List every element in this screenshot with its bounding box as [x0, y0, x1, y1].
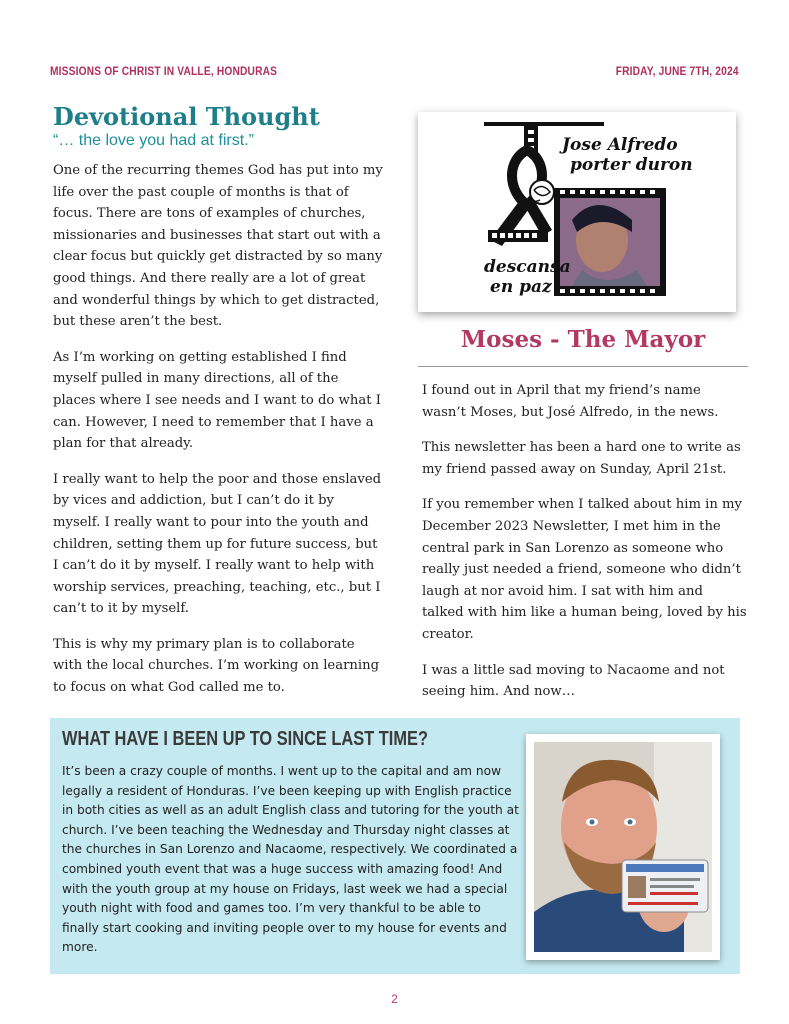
memorial-name-line1: Jose Alfredo: [562, 135, 678, 155]
memorial-name-line2: porter duron: [570, 155, 693, 175]
newsletter-date: FRIDAY, JUNE 7TH, 2024: [616, 64, 739, 78]
newsletter-org-name: MISSIONS OF CHRIST IN VALLE, HONDURAS: [50, 64, 278, 78]
devotional-paragraph: This is why my primary plan is to collaborate with the local churches. I’m working on learning to focus on what God called me to.: [53, 636, 380, 696]
update-text: It’s been a crazy couple of months. I went up to the capital and am now legally a resident of Honduras. I’ve been keeping up with English practice in both cities as well as an adult English class and tutoring for the youth at church. I’ve been teaching the Wednesday and Thursday night classes at the churches in San Lorenzo and Nacaome, respectively. We coordinated a combined youth event that was a huge success with amazing food! And with the youth group at my house on Fridays, last week we had a special youth night with food and games too. I’m very thankful to be able to finally start cooking and inviting people over to my house for events and more.: [62, 764, 519, 955]
devotional-paragraph: One of the recurring themes God has put into my life over the past couple of months is that of focus. There are tons of examples of churches, missionaries and businesses that start out with a clear focus but quickly get distracted by so many good things. And there really are a lot of great and wonderful things by which to get distracted, but these aren’t the best.: [53, 163, 383, 330]
mayor-body: [422, 380, 748, 717]
devotional-paragraph: As I’m working on getting established I find myself pulled in many directions, all of the places where I see needs and I want to do what I can. However, I need to remember that I have a plan for that already.: [53, 349, 381, 452]
devotional-section: [53, 104, 383, 713]
page-number: 2: [391, 992, 398, 1006]
selfie-photo-image: [534, 742, 712, 952]
mayor-paragraph: I found out in April that my friend’s name wasn’t Moses, but José Alfredo, in the news.: [422, 383, 719, 420]
mayor-paragraph: If you remember when I talked about him in my December 2023 Newsletter, I met him in the central park in San Lorenzo as someone who really just needed a friend, someone who didn’t laugh at nor avoid him. I sat with him and talked with him like a human being, loved by his creator.: [422, 497, 747, 642]
mayor-title: Moses - The Mayor: [460, 326, 706, 353]
section-divider: [418, 366, 748, 367]
devotional-subtitle: “… the love you had at first.”: [53, 132, 254, 149]
memorial-photo-frame: [418, 112, 736, 312]
devotional-paragraph: I really want to help the poor and those enslaved by vices and addiction, but I can’t do it by myself. I really want to pour into the youth and children, setting them up for future success, but I can’t do it by myself. I really want to help with worship services, preaching, teaching, etc., but I can’t to it by myself.: [53, 471, 382, 617]
selfie-photo-frame: [526, 734, 720, 960]
mayor-paragraph: I was a little sad moving to Nacaome and not seeing him. And now…: [422, 662, 725, 700]
memorial-rest-line2: en paz: [490, 277, 552, 297]
devotional-title: Devotional Thought: [53, 102, 320, 131]
memorial-poster-image: [432, 120, 722, 302]
update-box: [50, 718, 740, 974]
memorial-rest-line1: descansa: [484, 257, 571, 277]
update-title: WHAT HAVE I BEEN UP TO SINCE LAST TIME?: [62, 728, 428, 750]
mayor-paragraph: This newsletter has been a hard one to write as my friend passed away on Sunday, April 21st.: [422, 440, 741, 477]
